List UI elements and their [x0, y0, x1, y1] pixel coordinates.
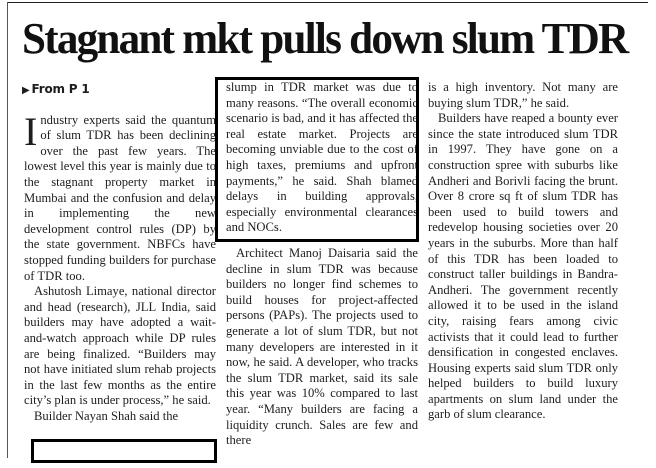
- paragraph: is a high inventory. Not many are buying slum TDR,” he said.: [428, 80, 618, 110]
- from-text: From P 1: [31, 82, 90, 96]
- article-column-1: [24, 78, 216, 424]
- triangle-icon: ▶: [22, 85, 30, 96]
- paragraph-highlighted: Builder Nayan Shah said the: [34, 408, 179, 423]
- drop-cap: I: [24, 108, 38, 154]
- paragraph: slump in TDR market was due to many reasons. “The overall economic scenario is bad, and it has affected the real estate market. Projects are becoming unviable due to the cost of high taxes, premiums and upfront payments,” he said. Shah blamed delays in building approvals, especially environmental clearances and NOCs.: [226, 80, 418, 235]
- headline: Stagnant mkt pulls down slum TDR: [22, 14, 628, 63]
- paragraph: Ashutosh Limaye, national director and head (research), JLL India, said builders may have adopted a wait-and-watch approach while DP rules are being finalized. “Builders may not have initiated slum rehab projects in the last few months as the entire city’s plan is under process,” he said.: [24, 284, 216, 408]
- highlight-box-quote: [215, 77, 419, 242]
- highlight-box-shah: [31, 439, 217, 463]
- paragraph: [24, 108, 216, 285]
- left-column-rule: [7, 2, 8, 458]
- top-rule: [8, 2, 648, 3]
- article-column-3: [428, 80, 618, 423]
- paragraph: Builders have reaped a bounty ever since the state introduced slum TDR in 1997. They have gone on a construction spree with suburbs like Andheri and Borivli facing the brunt. Over 8 crore sq ft of slum TDR has been used to build towers and redevelop housing societies over 20 years in the suburbs. More than half of this TDR has been loaded to construct taller buildings in Bandra-Andheri. The government recently allowed it to be used in the island city, raising fears among civic activists that it could lead to further densification in congested enclaves. Housing experts said slum TDR only helped builders to build luxury apartments on slum land under the garb of slum clearance.: [428, 111, 618, 422]
- continued-from-label: [22, 82, 216, 99]
- paragraph-text: ndustry experts said the quantum of slum TDR has been declining over the past few years. The lowest level this year is mainly due to the stagnant property market in Mumbai and the confusion and delay in implementing the new development control rules (DP) by the state government. NBFCs have stopped funding builders for purchase of TDR too.: [24, 112, 216, 283]
- paragraph: Architect Manoj Daisaria said the decline in slum TDR was because builders no longer find schemes to build houses for project-affected persons (PAPs). The projects used to generate a lot of slum TDR, but not many developers are interested in it now, he said. A developer, who tracks the slum TDR market, said its sale this year was 10% compared to last year. “Many builders are facing a liquidity crunch. Sales are few and there: [226, 246, 418, 448]
